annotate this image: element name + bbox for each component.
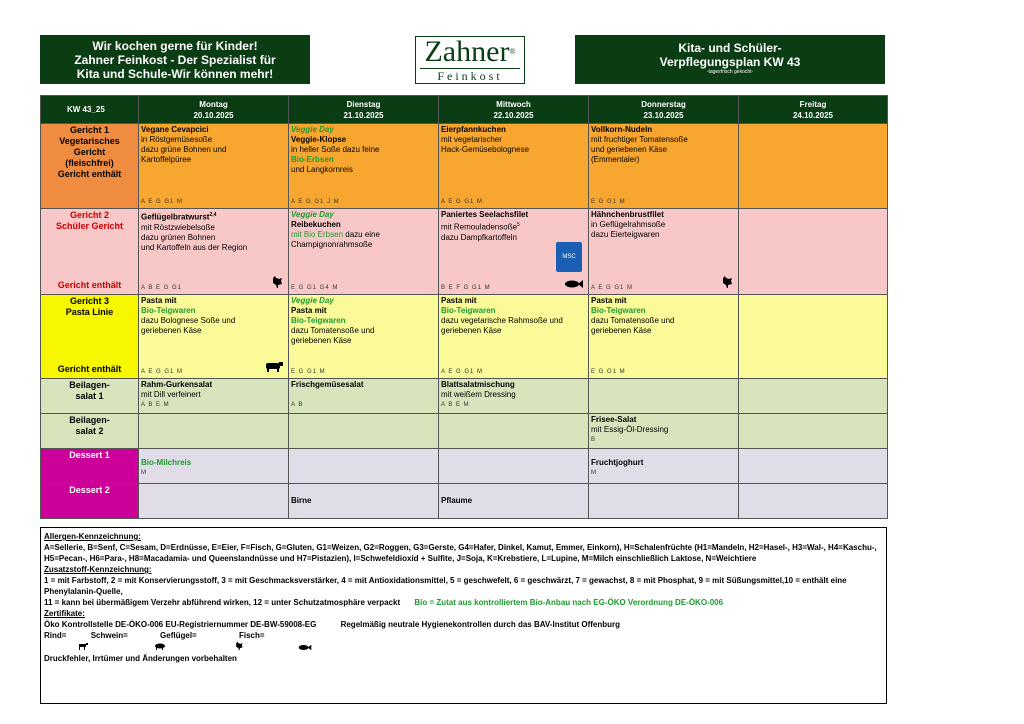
symbol-schwein: Schwein= bbox=[90, 631, 128, 640]
table-row-gericht-3 bbox=[41, 295, 888, 379]
allergen-codes: B bbox=[591, 437, 597, 443]
row-label-salad-2: Beilagen- salat 2 bbox=[41, 414, 139, 449]
allergen-codes: E G G1 M bbox=[591, 199, 626, 205]
day-header-monday: Montag 20.10.2025 bbox=[139, 96, 289, 124]
cell-g3-monday: Pasta mit Bio-Teigwaren dazu Bolognese Soße und geriebenen Käse A E G G1 M bbox=[139, 295, 289, 379]
bio-note: Bio = Zutat aus kontrolliertem Bio-Anbau nach EG-ÖKO Verordnung DE-ÖKO-006 bbox=[414, 598, 724, 607]
table-row-dessert-1 bbox=[41, 449, 888, 484]
cell-g3-wednesday: Pasta mit Bio-Teigwaren dazu vegetarische Rahmsoße und geriebenen Käse A E G G1 M bbox=[439, 295, 589, 379]
chicken-icon bbox=[270, 275, 284, 292]
chicken-icon bbox=[234, 641, 244, 654]
allergen-codes: A B bbox=[291, 402, 304, 408]
cell-d1-wednesday bbox=[439, 449, 589, 484]
cell-d1-thursday: Fruchtjoghurt M bbox=[589, 449, 739, 484]
legend-box bbox=[40, 527, 887, 704]
allergen-codes: A B E G G1 bbox=[141, 285, 183, 291]
table-row-salad-2 bbox=[41, 414, 888, 449]
cell-g2-wednesday: Paniertes Seelachsfilet mit Remouladensoße$^5$ dazu Dampfkartoffeln MSC B E F G G1 M bbox=[439, 209, 589, 295]
footer-disclaimer: Druckfehler, Irrtümer und Änderungen vorbehalten bbox=[44, 654, 237, 663]
symbol-key-row bbox=[44, 630, 883, 641]
allergen-text: A=Sellerie, B=Senf, C=Sesam, D=Erdnüsse, E=Eier, F=Fisch, G=Gluten, G1=Weizen, G2=Roggen, G3=Gerste, G4=Hafer, Dinkel, Kamut, Emmer, Einkorn), H=Schalenfrüchte (H1=Mandeln, H2=Hasel-, H3=Wal-, H4=Kaschu-, H5=Pecan-, H6=Para-, H8=Macadamia- und Queenslandnüsse und H7=Pistazien), I=Schwefeldioxid + Sulfite, J=Soja, K=Krebstiere, L=Lupine, M=Milch einschließlich Laktose, N=Weichtiere bbox=[44, 543, 877, 563]
header-slogan bbox=[40, 35, 310, 84]
table-row-gericht-2 bbox=[41, 209, 888, 295]
allergen-codes: E G G1 M bbox=[291, 369, 326, 375]
cell-s2-wednesday bbox=[439, 414, 589, 449]
row-label-gericht-2: Gericht 2 Schüler Gericht Gericht enthält bbox=[41, 209, 139, 295]
cell-d2-tuesday: Birne bbox=[289, 484, 439, 519]
day-header-tuesday: Dienstag 21.10.2025 bbox=[289, 96, 439, 124]
cell-g3-thursday: Pasta mit Bio-Teigwaren dazu Tomatensoße und geriebenen Käse E G G1 M bbox=[589, 295, 739, 379]
allergen-codes: E G G1 M bbox=[591, 369, 626, 375]
slogan-line-1: Wir kochen gerne für Kinder! bbox=[92, 39, 258, 53]
msc-badge: MSC bbox=[556, 242, 582, 272]
header-plan-title bbox=[575, 35, 885, 84]
logo-brand: Zahner bbox=[424, 35, 510, 68]
fish-icon bbox=[298, 643, 312, 654]
symbol-rind: Rind= bbox=[44, 631, 67, 640]
cell-s2-friday bbox=[739, 414, 888, 449]
table-row-salad-1 bbox=[41, 379, 888, 414]
cow-icon bbox=[78, 643, 88, 654]
additive-text-2: 11 = kann bei übermäßigem Verzehr abführend wirken, 12 = unter Schutzatmosphäre verpackt bbox=[44, 598, 401, 607]
allergen-codes: E G G1 G4 M bbox=[291, 285, 339, 291]
symbol-fisch: Fisch= bbox=[238, 631, 265, 640]
allergen-codes: A E G G1 M bbox=[441, 369, 484, 375]
cert-text-1: Öko Kontrollstelle DE-ÖKO-006 EU-Registriernummer DE-BW-59008-EG bbox=[44, 620, 317, 629]
additive-heading: Zusatzstoff-Kennzeichnung: bbox=[44, 565, 152, 574]
allergen-codes: A B E M bbox=[441, 402, 470, 408]
cell-s1-tuesday: Frischgemüsesalat A B bbox=[289, 379, 439, 414]
row-label-gericht-1: Gericht 1 Vegetarisches Gericht (fleischfrei) Gericht enthält bbox=[41, 124, 139, 209]
zahner-logo: Zahner® Feinkost bbox=[415, 36, 525, 84]
cell-s1-thursday bbox=[589, 379, 739, 414]
logo-sub: Feinkost bbox=[420, 68, 520, 83]
table-row-dessert-2 bbox=[41, 484, 888, 519]
allergen-codes: A E G G1 M bbox=[141, 199, 184, 205]
cell-d2-friday bbox=[739, 484, 888, 519]
menu-plan-table bbox=[40, 95, 888, 519]
plan-note: -tagesfrisch gekocht- bbox=[706, 69, 754, 75]
cell-g3-friday bbox=[739, 295, 888, 379]
allergen-heading: Allergen-Kennzeichnung: bbox=[44, 532, 141, 541]
symbol-gefluegel: Geflügel= bbox=[160, 631, 197, 640]
cell-d1-monday: Bio-Milchreis M bbox=[139, 449, 289, 484]
cell-s2-thursday: Frisee-Salat mit Essig-Öl-Dressing B bbox=[589, 414, 739, 449]
row-label-salad-1: Beilagen- salat 1 bbox=[41, 379, 139, 414]
cell-g2-tuesday: Veggie Day Reibekuchen mit Bio Erbsen dazu eine Champignonrahmsoße E G G1 G4 M bbox=[289, 209, 439, 295]
additive-text-1: 1 = mit Farbstoff, 2 = mit Konservierungsstoff, 3 = mit Geschmacksverstärker, 4 = mit Antioxidationsmittel, 5 = geschwefelt, 6 = geschwärzt, 7 = gewachst, 8 = mit Phosphat, 9 = mit Süßungsmittel,10 = enthält eine Phenylalanin-Quelle, bbox=[44, 576, 847, 596]
allergen-codes: A E G G1 M bbox=[591, 285, 634, 291]
plan-title-line-1: Kita- und Schüler- bbox=[678, 41, 782, 55]
cell-g1-monday: Vegane Cevapcici in Röstgemüsesoße dazu grüne Bohnen und Kartoffelpüree A E G G1 M bbox=[139, 124, 289, 209]
cell-s1-monday: Rahm-Gurkensalat mit Dill verfeinert A B E M bbox=[139, 379, 289, 414]
cell-s2-monday bbox=[139, 414, 289, 449]
row-label-dessert-1: Dessert 1 bbox=[41, 449, 139, 484]
fish-icon bbox=[564, 279, 584, 292]
cert-row bbox=[44, 619, 883, 630]
pig-icon bbox=[154, 643, 166, 654]
day-header-thursday: Donnerstag 23.10.2025 bbox=[589, 96, 739, 124]
allergen-codes: M bbox=[591, 470, 597, 476]
cell-d2-monday bbox=[139, 484, 289, 519]
cert-text-2: Regelmäßig neutrale Hygienekontrollen durch das BAV-Institut Offenburg bbox=[340, 620, 621, 629]
cell-d2-thursday bbox=[589, 484, 739, 519]
allergen-codes: A B E M bbox=[141, 402, 170, 408]
plan-title-line-2: Verpflegungsplan KW 43 bbox=[659, 55, 801, 69]
slogan-line-3: Kita und Schule-Wir können mehr! bbox=[76, 67, 274, 81]
cell-g2-friday bbox=[739, 209, 888, 295]
cell-g2-thursday: Hähnchenbrustfilet in Geflügelrahmsoße dazu Eierteigwaren A E G G1 M bbox=[589, 209, 739, 295]
cell-d1-friday bbox=[739, 449, 888, 484]
allergen-codes: A E G G1 M bbox=[441, 199, 484, 205]
cell-s1-friday bbox=[739, 379, 888, 414]
cell-g1-wednesday: Eierpfannkuchen mit vegetarischer Hack-Gemüsebolognese A E G G1 M bbox=[439, 124, 589, 209]
row-label-gericht-3: Gericht 3 Pasta Linie Gericht enthält bbox=[41, 295, 139, 379]
day-header-wednesday: Mittwoch 22.10.2025 bbox=[439, 96, 589, 124]
allergen-codes: A E G G1 J M bbox=[291, 199, 340, 205]
day-header-friday: Freitag 24.10.2025 bbox=[739, 96, 888, 124]
slogan-line-2: Zahner Feinkost - Der Spezialist für bbox=[74, 53, 276, 67]
cert-heading: Zertifikate: bbox=[44, 609, 85, 618]
cell-s2-tuesday bbox=[289, 414, 439, 449]
row-label-dessert-2: Dessert 2 bbox=[41, 484, 139, 519]
week-label: KW 43_25 bbox=[41, 96, 139, 124]
cell-g2-monday: Geflügelbratwurst$^{2,4}$ mit Röstzwiebelsoße dazu grünen Bohnen und Kartoffeln aus der Region A B E G G1 bbox=[139, 209, 289, 295]
chicken-icon bbox=[720, 275, 734, 292]
allergen-codes: B E F G G1 M bbox=[441, 285, 491, 291]
cell-d2-wednesday: Pflaume bbox=[439, 484, 589, 519]
cell-g1-thursday: Vollkorn-Nudeln mit fruchtiger Tomatensoße und geriebenen Käse (Emmentaler) E G G1 M bbox=[589, 124, 739, 209]
cell-g3-tuesday: Veggie Day Pasta mit Bio-Teigwaren dazu Tomatensoße und geriebenen Käse E G G1 M bbox=[289, 295, 439, 379]
symbol-icons-row bbox=[44, 641, 883, 653]
cell-s1-wednesday: Blattsalatmischung mit weißem Dressing A B E M bbox=[439, 379, 589, 414]
cell-g1-tuesday: Veggie Day Veggie-Klopse in heller Soße dazu feine Bio-Erbsen und Langkornreis A E G G1 J M bbox=[289, 124, 439, 209]
beef-icon bbox=[264, 361, 284, 376]
additive-text-2-row bbox=[44, 597, 883, 608]
cell-g1-friday bbox=[739, 124, 888, 209]
allergen-codes: M bbox=[141, 470, 147, 476]
table-header-row bbox=[41, 96, 888, 124]
cell-d1-tuesday bbox=[289, 449, 439, 484]
table-row-gericht-1 bbox=[41, 124, 888, 209]
allergen-codes: A E G G1 M bbox=[141, 369, 184, 375]
